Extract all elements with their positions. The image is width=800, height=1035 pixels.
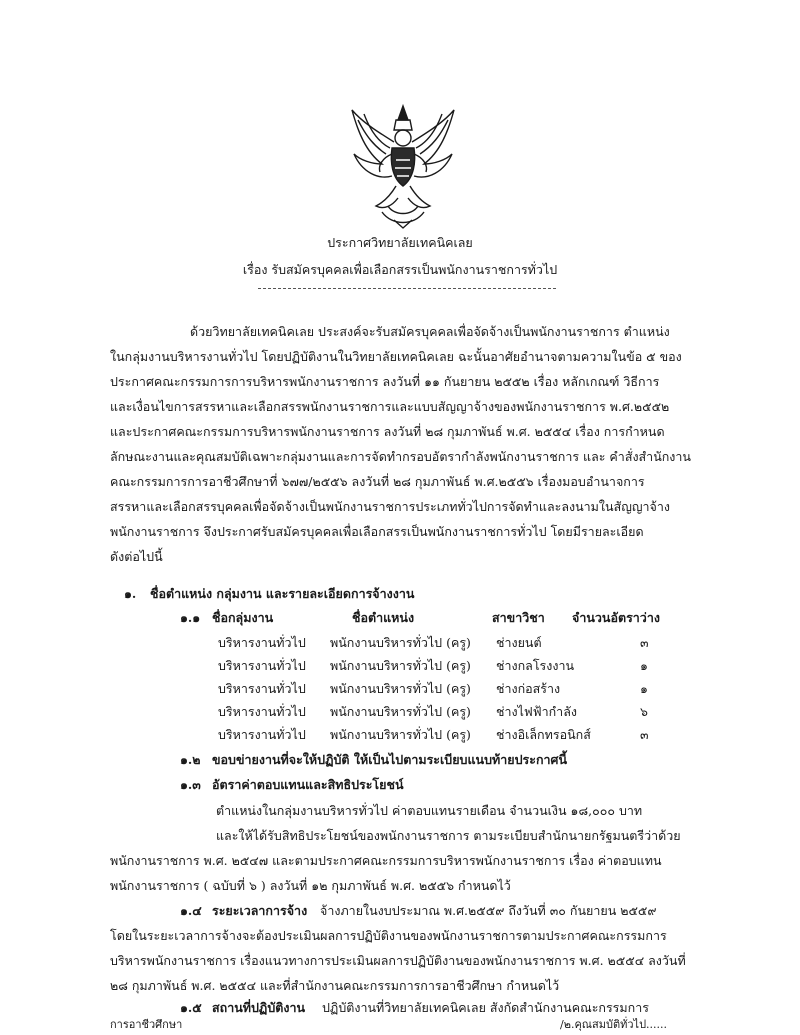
section-number: ๑. <box>124 586 137 601</box>
table-cell: บริหารงานทั่วไป <box>218 704 306 719</box>
intro-line: สรรหาและเลือกสรรบุคคลเพื่อจัดจ้างเป็นพนักงานราชการประเภททั่วไปการจัดทำและลงนามในสัญญาจ้าง <box>110 499 670 514</box>
column-header: ชื่อตำแหน่ง <box>352 610 415 625</box>
column-header: จำนวนอัตราว่าง <box>572 610 660 625</box>
garuda-emblem-icon <box>348 102 458 230</box>
intro-line: และเงื่อนไขการสรรหาและเลือกสรรพนักงานราชการและแบบสัญญาจ้างของพนักงานราชการ พ.ศ.๒๕๕๒ <box>110 399 670 414</box>
continuation-note: /๒.คุณสมบัติทั่วไป...... <box>560 1018 668 1031</box>
table-cell: ช่างยนต์ <box>496 635 542 650</box>
subsection-heading: สถานที่ปฏิบัติงาน <box>212 1000 306 1015</box>
body-line: พนักงานราชการ พ.ศ. ๒๕๔๗ และตามประกาศคณะกรรมการบริหารพนักงานราชการ เรื่อง ค่าตอบแทน <box>110 853 662 868</box>
body-line: และให้ได้รับสิทธิประโยชน์ของพนักงานราชการ ตามระเบียบสำนักนายกรัฐมนตรีว่าด้วย <box>216 828 681 843</box>
table-cell: ช่างก่อสร้าง <box>496 681 561 696</box>
table-cell: ช่างกลโรงงาน <box>496 658 575 673</box>
column-header: สาขาวิชา <box>492 610 545 625</box>
subsection-number: ๑.๒ <box>180 752 201 767</box>
table-cell: บริหารงานทั่วไป <box>218 635 306 650</box>
table-cell: ช่างไฟฟ้ากำลัง <box>496 704 577 719</box>
body-line: การอาชีวศึกษา <box>110 1018 183 1031</box>
column-header: ชื่อกลุ่มงาน <box>212 610 274 625</box>
table-cell: พนักงานบริหารทั่วไป (ครู) <box>330 658 471 673</box>
intro-line: ลักษณะงานและคุณสมบัติเฉพาะกลุ่มงานและการจัดทำกรอบอัตรากำลังพนักงานราชการ และ คำสั่งสำนักงาน <box>110 449 691 464</box>
table-cell: ๑ <box>640 681 648 696</box>
body-line: บริหารพนักงานราชการ เรื่องแนวทางการประเมินผลการปฏิบัติงานของพนักงานราชการ พ.ศ. ๒๕๕๔ ลงวันที่ <box>110 953 686 968</box>
subsection-heading: ระยะเวลาการจ้าง <box>212 903 308 918</box>
section-heading: ชื่อตำแหน่ง กลุ่มงาน และรายละเอียดการจ้างงาน <box>150 586 415 601</box>
table-cell: บริหารงานทั่วไป <box>218 658 306 673</box>
subsection-heading: อัตราค่าตอบแทนและสิทธิประโยชน์ <box>212 777 404 792</box>
announcement-title: ประกาศวิทยาลัยเทคนิคเลย <box>327 235 473 250</box>
intro-line: พนักงานราชการ จึงประกาศรับสมัครบุคคลเพื่อเลือกสรรเป็นพนักงานราชการทั่วไป โดยมีรายละเอียด <box>110 524 644 539</box>
intro-line: ด้วยวิทยาลัยเทคนิคเลย ประสงค์จะรับสมัครบุคคลเพื่อจัดจ้างเป็นพนักงานราชการ ตำแหน่ง <box>190 324 670 339</box>
table-cell: พนักงานบริหารทั่วไป (ครู) <box>330 727 471 742</box>
announcement-subject: เรื่อง รับสมัครบุคคลเพื่อเลือกสรรเป็นพนักงานราชการทั่วไป <box>242 262 558 277</box>
table-cell: บริหารงานทั่วไป <box>218 727 306 742</box>
body-line: ตำแหน่งในกลุ่มงานบริหารทั่วไป ค่าตอบแทนรายเดือน จำนวนเงิน ๑๘,๐๐๐ บาท <box>216 803 643 818</box>
table-cell: ๖ <box>640 704 648 719</box>
subsection-number: ๑.๓ <box>180 777 201 792</box>
subsection-number: ๑.๑ <box>180 610 201 625</box>
table-cell: ๓ <box>640 635 649 650</box>
table-cell: บริหารงานทั่วไป <box>218 681 306 696</box>
table-cell: ช่างอิเล็กทรอนิกส์ <box>496 727 591 742</box>
intro-line: ดังต่อไปนี้ <box>110 549 163 564</box>
table-cell: พนักงานบริหารทั่วไป (ครู) <box>330 635 471 650</box>
body-line: จ้างภายในงบประมาณ พ.ศ.๒๕๕๙ ถึงวันที่ ๓๐ กันยายน ๒๕๕๙ <box>320 903 657 918</box>
body-line: ๒๘ กุมภาพันธ์ พ.ศ. ๒๕๕๔ และที่สำนักงานคณะกรรมการการอาชีวศึกษา กำหนดไว้ <box>110 978 560 993</box>
body-line: โดยในระยะเวลาการจ้างจะต้องประเมินผลการปฏิบัติงานของพนักงานราชการตามประกาศคณะกรรมการ <box>110 928 667 943</box>
title-divider <box>258 288 556 289</box>
subsection-text: ขอบข่ายงานที่จะให้ปฏิบัติ ให้เป็นไปตามระเบียบแนบท้ายประกาศนี้ <box>212 752 568 767</box>
subsection-number: ๑.๕ <box>180 1000 202 1015</box>
intro-line: และประกาศคณะกรรมการบริหารพนักงานราชการ ลงวันที่ ๒๘ กุมภาพันธ์ พ.ศ. ๒๕๕๔ เรื่อง การกำหนด <box>110 424 665 439</box>
table-cell: ๑ <box>640 658 648 673</box>
body-line: พนักงานราชการ ( ฉบับที่ ๖ ) ลงวันที่ ๑๒ กุมภาพันธ์ พ.ศ. ๒๕๕๖ กำหนดไว้ <box>110 878 511 893</box>
intro-line: คณะกรรมการการอาชีวศึกษาที่ ๖๗๗/๒๕๕๖ ลงวันที่ ๒๘ กุมภาพันธ์ พ.ศ.๒๕๕๖ เรื่องมอบอำนาจการ <box>110 474 645 489</box>
intro-line: ในกลุ่มงานบริหารงานทั่วไป โดยปฏิบัติงานในวิทยาลัยเทคนิคเลย ฉะนั้นอาศัยอำนาจตามความในข้อ ๕ ของ <box>110 349 682 364</box>
table-cell: พนักงานบริหารทั่วไป (ครู) <box>330 681 471 696</box>
intro-line: ประกาศคณะกรรมการการบริหารพนักงานราชการ ลงวันที่ ๑๑ กันยายน ๒๕๕๒ เรื่อง หลักเกณฑ์ วิธีการ <box>110 374 660 389</box>
subsection-number: ๑.๔ <box>180 903 202 918</box>
body-line: ปฏิบัติงานที่วิทยาลัยเทคนิคเลย สังกัดสำนักงานคณะกรรมการ <box>322 1000 649 1015</box>
table-cell: ๓ <box>640 727 649 742</box>
table-cell: พนักงานบริหารทั่วไป (ครู) <box>330 704 471 719</box>
